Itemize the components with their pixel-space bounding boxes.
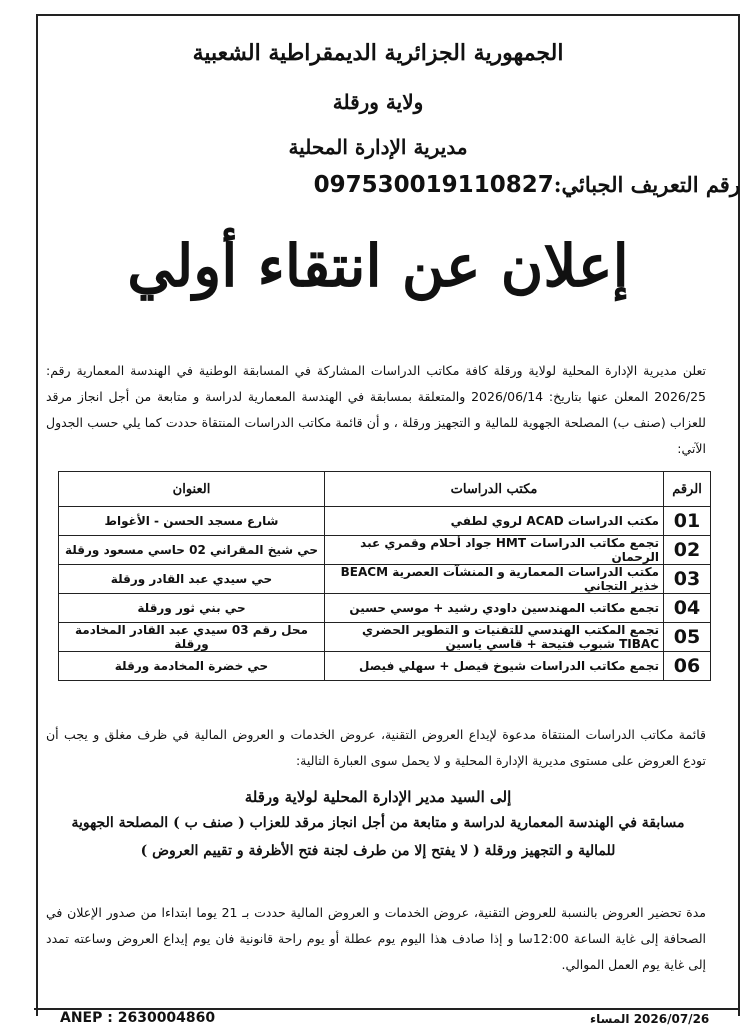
table-row bbox=[59, 507, 711, 536]
wilaya-header: ولاية ورقلة bbox=[332, 90, 424, 114]
row-address: محل رقم 03 سيدي عبد القادر المخادمة ورقلة bbox=[59, 623, 325, 652]
republic-header: الجمهورية الجزائرية الديمقراطية الشعبية bbox=[192, 40, 564, 66]
row-address: حي خضرة المخادمة ورقلة bbox=[59, 652, 325, 681]
table-row bbox=[59, 565, 711, 594]
announcement-title: إعلان عن انتقاء أولي bbox=[127, 232, 629, 300]
directorate-header: مديرية الإدارة المحلية bbox=[288, 135, 468, 159]
row-office: تجمع مكاتب الدراسات شيوخ فيصل + سهلي فيصل bbox=[325, 652, 664, 681]
row-office: مكتب الدراسات المعمارية و المنشآت العصرية BEACM خذير التجاني bbox=[325, 565, 664, 594]
table-header-row bbox=[59, 472, 711, 507]
envelope-line-1: إلى السيد مدير الإدارة المحلية لولاية ورقلة bbox=[244, 788, 512, 806]
row-number: 03 bbox=[664, 565, 711, 594]
envelope-line-3: للمالية و التجهيز ورقلة ( لا يفتح إلا من طرف لجنة فتح الأظرفة و تقييم العروض ) bbox=[140, 843, 616, 859]
row-office: تجمع مكاتب الدراسات HMT جواد أحلام وقمري عبد الرحمان bbox=[325, 536, 664, 565]
col-address: العنوان bbox=[59, 472, 325, 507]
row-office: تجمع المكتب الهندسي للتقنيات و التطوير الحضري TIBAC شبوب فتيحة + قاسي ياسين bbox=[325, 623, 664, 652]
row-number: 05 bbox=[664, 623, 711, 652]
row-address: شارع مسجد الحسن - الأغواط bbox=[59, 507, 325, 536]
row-office: تجمع مكاتب المهندسين داودي رشيد + موسي حسين bbox=[325, 594, 664, 623]
row-office: مكتب الدراسات ACAD لروي لطفي bbox=[325, 507, 664, 536]
row-number: 04 bbox=[664, 594, 711, 623]
row-number: 01 bbox=[664, 507, 711, 536]
intro-paragraph: تعلن مديرية الإدارة المحلية لولاية ورقلة كافة مكاتب الدراسات المشاركة في المسابقة الوطنية في الهندسة المعمارية رقم: 2026/25 المعلن عنها بتاريخ: 2026/06/14 والمتعلقة بمسابقة في الهندسة المعمارية لدراسة و متابعة من أجل انجاز مرقد للعزاب (صنف ب) المصلحة الجهوية للمالية و التجهيز ورقلة ، و أن قائمة مكاتب الدراسات المنتقاة حددت كما يلي حسب الجدول الآتي: bbox=[46, 363, 706, 456]
selected-offices-table bbox=[58, 471, 711, 681]
table-row bbox=[59, 652, 711, 681]
deadline-paragraph: مدة تحضير العروض بالنسبة للعروض التقنية، عروض الخدمات و العروض المالية حددت بـ 21 يوما ابتداءا من صدور الإعلان في الصحافة إلى غاية الساعة 12:00سا و إذا صادف هذا اليوم يوم عطلة أو يوم راحة قانونية فان يوم إيداع العروض وساعته تمدد إلى غاية يوم العمل الموالي. bbox=[46, 905, 706, 972]
row-address: حي بني ثور ورقلة bbox=[59, 594, 325, 623]
tax-id-value: 097530019110827 bbox=[313, 172, 554, 198]
tax-id-label: رقم التعريف الجبائي: bbox=[553, 172, 740, 197]
row-address: حي سيدي عبد القادر ورقلة bbox=[59, 565, 325, 594]
table-row bbox=[59, 594, 711, 623]
row-number: 02 bbox=[664, 536, 711, 565]
tax-id-line bbox=[200, 172, 740, 198]
closing-paragraph: قائمة مكاتب الدراسات المنتقاة مدعوة لإيداع العروض التقنية، عروض الخدمات و العروض المالية في ظرف مغلق و يجب أن تودع العروض على مستوى مديرية الإدارة المحلية و لا يحمل سوى العبارة التالية: bbox=[46, 727, 706, 768]
envelope-line-2: مسابقة في الهندسة المعمارية لدراسة و متابعة من أجل انجاز مرقد للعزاب ( صنف ب ) المصلحة الجهوية bbox=[71, 815, 685, 831]
publication-date: 2026/07/26 المساء bbox=[590, 1012, 710, 1026]
row-address: حي شيخ المقراني 02 حاسي مسعود ورقلة bbox=[59, 536, 325, 565]
table-row bbox=[59, 536, 711, 565]
row-number: 06 bbox=[664, 652, 711, 681]
col-number: الرقم bbox=[664, 472, 711, 507]
table-row bbox=[59, 623, 711, 652]
col-office: مكتب الدراسات bbox=[325, 472, 664, 507]
anep-number: ANEP : 2630004860 bbox=[60, 1010, 216, 1026]
